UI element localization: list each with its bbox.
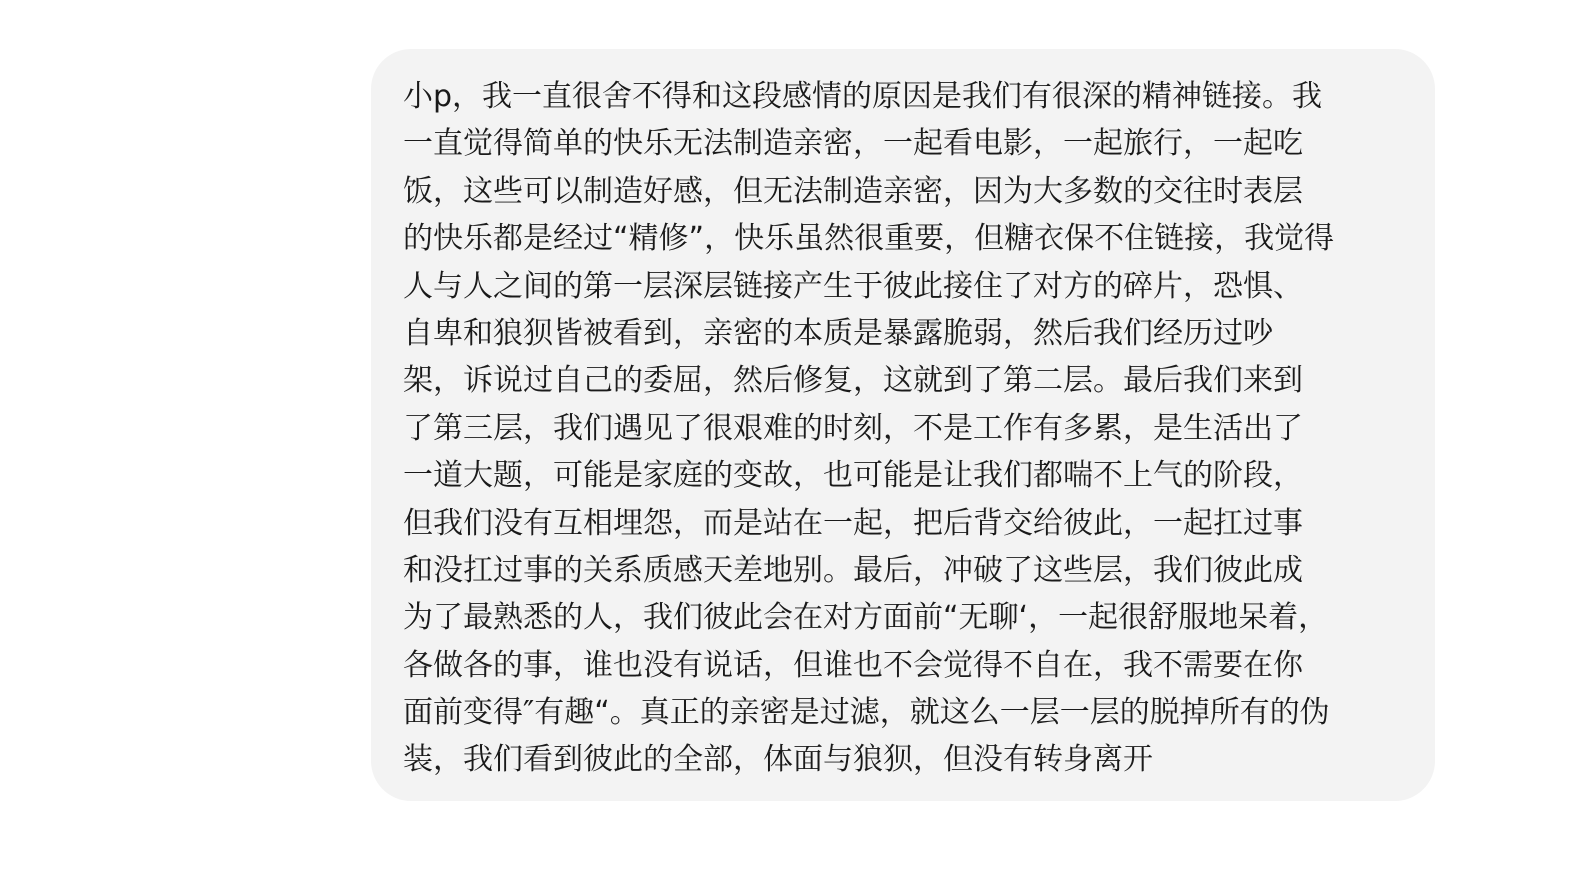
message-line: 人与人之间的第一层深层链接产生于彼此接住了对方的碎片，恐惧、 xyxy=(403,268,1303,304)
message-line: 为了最熟悉的人，我们彼此会在对方面前“无聊‘，一起很舒服地呆着， xyxy=(403,600,1329,636)
message-line: 架，诉说过自己的委屈，然后修复，这就到了第二层。最后我们来到 xyxy=(403,363,1303,399)
message-line: 的快乐都是经过“精修”，快乐虽然很重要，但糖衣保不住链接，我觉得 xyxy=(403,221,1335,257)
message-line: 装，我们看到彼此的全部，体面与狼狈，但没有转身离开 xyxy=(403,742,1153,778)
message-line: 饭，这些可以制造好感，但无法制造亲密，因为大多数的交往时表层 xyxy=(403,173,1303,209)
message-line: 小p，我一直很舍不得和这段感情的原因是我们有很深的精神链接。我 xyxy=(403,79,1323,114)
message-line: 各做各的事，谁也没有说话，但谁也不会觉得不自在，我不需要在你 xyxy=(403,647,1303,683)
message-line: 和没扛过事的关系质感天差地别。最后，冲破了这些层，我们彼此成 xyxy=(403,552,1303,588)
message-line: 面前变得″有趣“。真正的亲密是过滤，就这么一层一层的脱掉所有的伪 xyxy=(403,695,1330,731)
message-line: 自卑和狼狈皆被看到，亲密的本质是暴露脆弱，然后我们经历过吵 xyxy=(403,315,1273,351)
message-bubble[interactable] xyxy=(371,49,1435,801)
message-line: 一直觉得简单的快乐无法制造亲密，一起看电影，一起旅行，一起吃 xyxy=(403,126,1303,162)
message-line: 但我们没有互相埋怨，而是站在一起，把后背交给彼此，一起扛过事 xyxy=(403,505,1303,541)
message-line: 了第三层，我们遇见了很艰难的时刻，不是工作有多累，是生活出了 xyxy=(403,410,1303,446)
message-text xyxy=(403,73,1407,784)
message-line: 一道大题，可能是家庭的变故，也可能是让我们都喘不上气的阶段， xyxy=(403,458,1303,494)
